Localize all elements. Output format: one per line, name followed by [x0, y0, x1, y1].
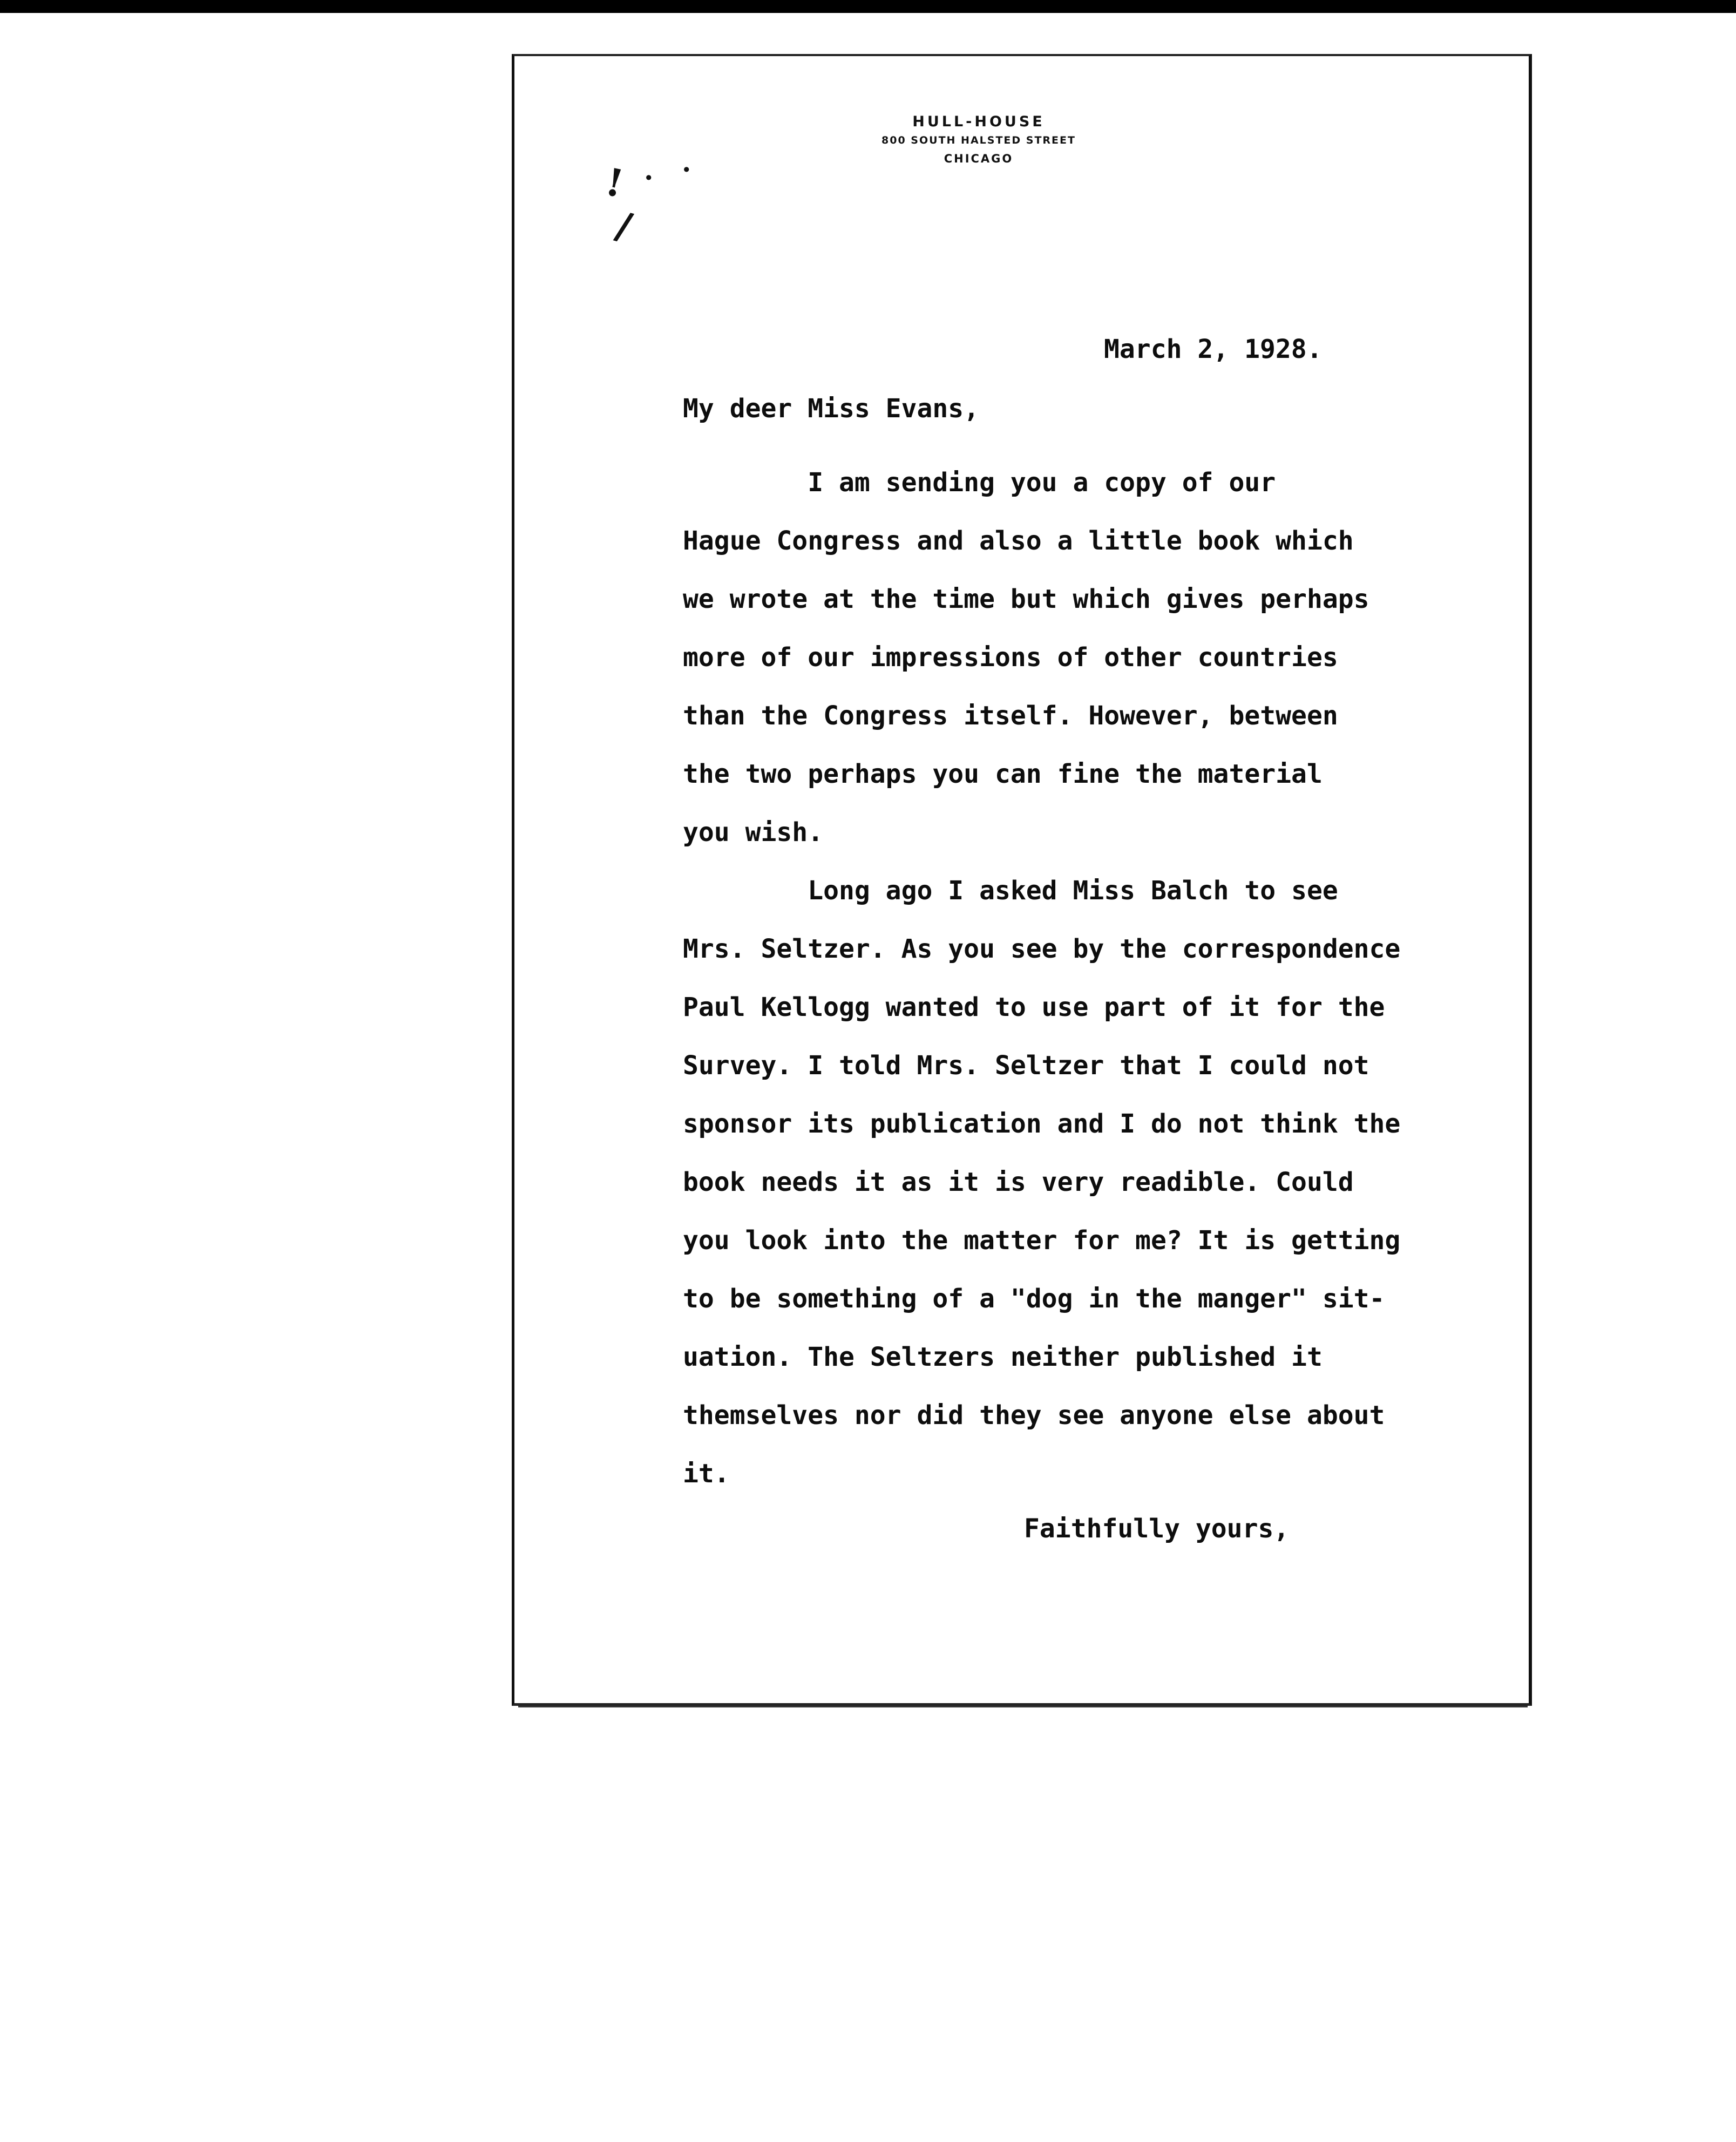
body-line: sponsor its publication and I do not think the: [683, 1109, 1401, 1139]
body-line: more of our impressions of other countries: [683, 642, 1338, 673]
letterhead-address: 800 SOUTH HALSTED STREET: [881, 134, 1076, 146]
pen-mark: ·: [682, 153, 691, 185]
body-line: uation. The Seltzers neither published it: [683, 1342, 1323, 1372]
letterhead-name: HULL-HOUSE: [912, 113, 1045, 130]
body-line: Hague Congress and also a little book which: [683, 526, 1354, 556]
pen-mark: /: [611, 202, 637, 249]
letter-body: [683, 453, 1401, 1489]
body-line: themselves nor did they see anyone else about: [683, 1400, 1385, 1431]
letter-salutation: My deer Miss Evans,: [683, 394, 980, 424]
body-line: it.: [683, 1459, 730, 1489]
letterhead: [471, 113, 1486, 168]
body-line: than the Congress itself. However, between: [683, 701, 1338, 731]
body-line: to be something of a "dog in the manger" sit-: [683, 1284, 1385, 1314]
body-line: I am sending you a copy of our: [683, 467, 1276, 498]
body-line: book needs it as it is very readible. Could: [683, 1167, 1354, 1197]
pen-mark: !: [601, 159, 628, 207]
letter-page: [512, 54, 1532, 1706]
body-line: you wish.: [683, 817, 824, 848]
body-line: you look into the matter for me? It is getting: [683, 1225, 1401, 1256]
body-line: Survey. I told Mrs. Seltzer that I could not: [683, 1050, 1369, 1081]
body-line: Mrs. Seltzer. As you see by the correspondence: [683, 934, 1401, 964]
scan-top-edge: [0, 0, 1736, 13]
letterhead-city: CHICAGO: [944, 152, 1014, 165]
body-line: Long ago I asked Miss Balch to see: [683, 876, 1338, 906]
body-line: the two perhaps you can fine the material: [683, 759, 1323, 789]
body-line: we wrote at the time but which gives perhaps: [683, 584, 1369, 614]
letter-date: March 2, 1928.: [1104, 334, 1323, 364]
page-bottom-rule: [518, 1706, 1528, 1707]
pen-mark: ·: [644, 161, 654, 193]
body-line: Paul Kellogg wanted to use part of it for the: [683, 992, 1385, 1022]
letter-closing: Faithfully yours,: [1024, 1514, 1290, 1544]
